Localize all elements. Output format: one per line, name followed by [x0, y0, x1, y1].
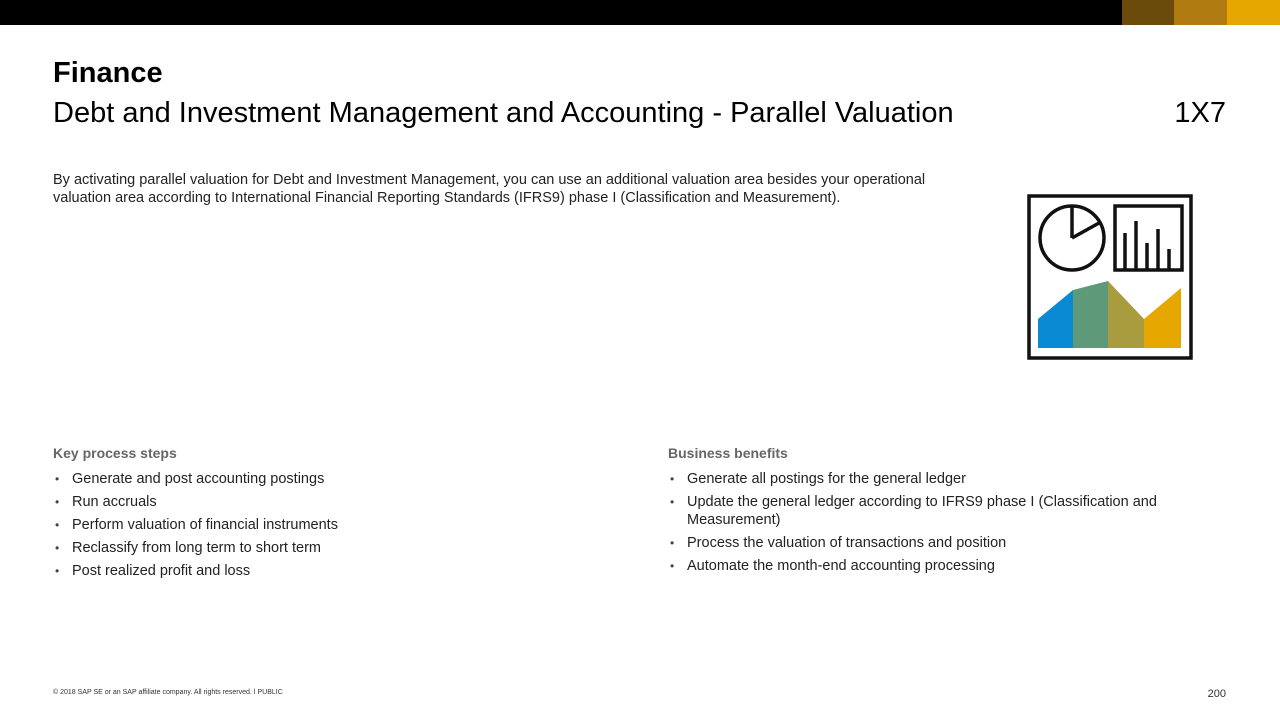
bullet-icon: • — [55, 564, 60, 578]
page-subtitle: Debt and Investment Management and Accounting - Parallel Valuation — [53, 97, 954, 129]
bullet-icon: • — [55, 541, 60, 555]
brand-swatch-dark — [1122, 0, 1174, 25]
list-item: • Automate the month-end accounting processing — [670, 558, 995, 574]
scope-item-id: 1X7 — [1174, 97, 1226, 129]
list-item: • Post realized profit and loss — [55, 563, 251, 579]
copyright-footer: © 2018 SAP SE or an SAP affiliate company. All rights reserved. ǀ PUBLIC — [53, 689, 283, 696]
key-process-steps-list — [53, 470, 613, 585]
list-item: • Perform valuation of financial instruments — [55, 517, 338, 533]
page-number: 200 — [1207, 688, 1226, 700]
list-item: • Reclassify from long term to short term — [55, 540, 321, 556]
list-item: • Run accruals — [55, 494, 157, 510]
bullet-icon: • — [670, 536, 675, 550]
page-title: Finance — [53, 57, 163, 89]
brand-swatch-light — [1227, 0, 1280, 25]
bullet-icon: • — [55, 518, 60, 532]
business-benefits-heading: Business benefits — [668, 445, 788, 461]
list-item: • Generate and post accounting postings — [55, 471, 325, 487]
bullet-icon: • — [670, 472, 675, 486]
bullet-icon: • — [55, 495, 60, 509]
brand-swatch-mid — [1174, 0, 1227, 25]
list-item: • Update the general ledger according to IFRS9 phase I (Classification and Measurement) — [670, 494, 1157, 528]
dashboard-chart-icon — [1026, 193, 1196, 368]
bullet-icon: • — [670, 495, 675, 509]
bullet-icon: • — [55, 472, 60, 486]
list-item: • Process the valuation of transactions and position — [670, 535, 1007, 551]
bullet-icon: • — [670, 559, 675, 573]
top-bar — [0, 0, 1280, 25]
business-benefits-list — [668, 470, 1228, 580]
key-process-steps-heading: Key process steps — [53, 445, 177, 461]
intro-paragraph: By activating parallel valuation for Debt and Investment Management, you can use an additional valuation area besides your operational valuation area according to International Financial Reporting Standards (IFRS9) phase I (Classification and Measurement). — [53, 172, 926, 206]
list-item: • Generate all postings for the general ledger — [670, 471, 966, 487]
